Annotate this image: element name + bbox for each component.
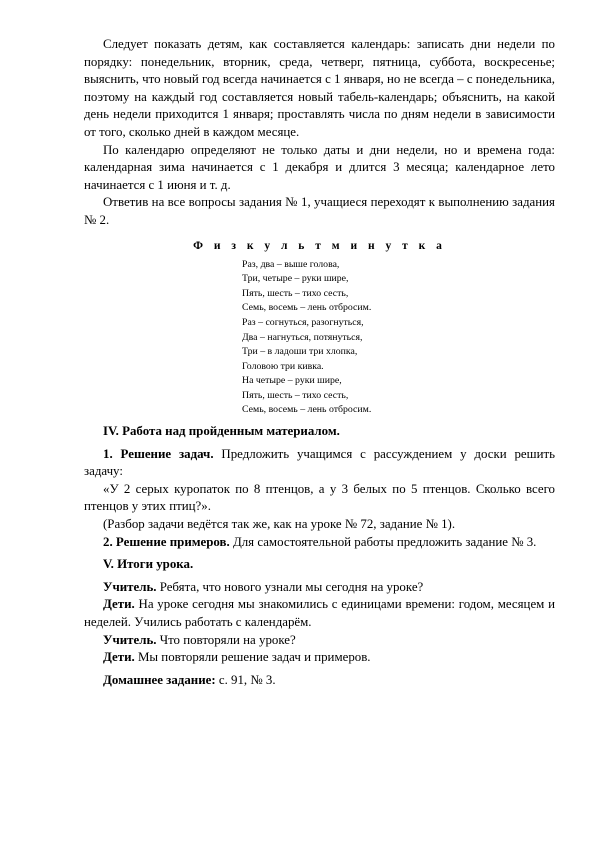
item2-text: Для самостоятельной работы предложить задание № 3.: [229, 534, 537, 549]
section4-item2: [84, 534, 555, 552]
dialog-line-3: [84, 632, 555, 650]
section4-heading: IV. Работа над пройденным материалом.: [103, 424, 340, 439]
section5-heading: V. Итоги урока.: [103, 557, 194, 572]
poem-line: Пять, шесть – тихо сесть,: [242, 389, 349, 401]
poem-line: Раз – согнуться, разогнуться,: [242, 316, 364, 328]
item2-label: 2. Решение примеров.: [103, 534, 230, 549]
section4-item1: [84, 446, 555, 481]
poem-line: Семь, восемь – лень отбросим.: [242, 302, 372, 314]
dialog-text: Что повторяли на уроке?: [156, 632, 296, 647]
poem-line: Пять, шесть – тихо сесть,: [242, 287, 349, 299]
dialog-line-2: [84, 596, 555, 631]
homework-text: с. 91, № 3.: [215, 672, 276, 687]
document-page: [84, 36, 555, 689]
dialog-text: Мы повторяли решение задач и примеров.: [134, 650, 371, 665]
poem-line: На четыре – руки шире,: [242, 375, 342, 387]
item1-label: 1. Решение задач.: [103, 446, 214, 461]
fizminutka-poem: [242, 258, 555, 419]
speaker-teacher: Учитель.: [103, 579, 157, 594]
speaker-children: Дети.: [103, 597, 135, 612]
task-note: (Разбор задачи ведётся так же, как на уроке № 72, задание № 1).: [103, 517, 456, 532]
fizminutka-title: Ф и з к у л ь т м и н у т к а: [193, 239, 446, 252]
item1-text: Предложить учащимся с рассуждением у доски решить задачу:: [84, 446, 555, 479]
dialog-line-4: [84, 649, 555, 667]
homework-label: Домашнее задание:: [103, 672, 216, 687]
speaker-teacher: Учитель.: [103, 632, 157, 647]
poem-line: Головою три кивка.: [242, 360, 324, 372]
poem-line: Три – в ладоши три хлопка,: [242, 346, 358, 358]
poem-line: Три, четыре – руки шире,: [242, 273, 349, 285]
paragraph-task2: Ответив на все вопросы задания № 1, учащиеся переходят к выполнению задания № 2.: [84, 195, 555, 227]
paragraph-calendar: Следует показать детям, как составляется календарь: записать дни недели по порядку: понедельник, вторник, среда, четверг, пятница, суббота, воскресенье; выяснить, что новый год всегда начинается с 1 января, но не всегда – с понедельника, поэтому на каждый год составляется новый табель-календарь; объяснить, на какой день недели приходится 1 января; проставлять числа по дням недели в зависимости от того, сколько дней в каждом месяце.: [84, 37, 555, 139]
dialog-line-1: [84, 579, 555, 597]
poem-line: Два – нагнуться, потянуться,: [242, 331, 363, 343]
dialog-text: На уроке сегодня мы знакомились с единицами времени: годом, месяцем и неделей. Учились работать с календарём.: [84, 597, 555, 629]
speaker-children: Дети.: [103, 650, 135, 665]
task-text: «У 2 серых куропаток по 8 птенцов, а у 3 белых по 5 птенцов. Сколько всего птенцов у этих птиц?».: [84, 481, 555, 514]
poem-line: Раз, два – выше голова,: [242, 258, 340, 270]
homework: [84, 672, 555, 690]
dialog-text: Ребята, что нового узнали мы сегодня на уроке?: [156, 579, 424, 594]
paragraph-seasons: По календарю определяют не только даты и дни недели, но и времена года: календарная зима начинается с 1 декабря и длится 3 месяца; календарное лето начинается с 1 июня и т. д.: [84, 142, 555, 192]
poem-line: Семь, восемь – лень отбросим.: [242, 404, 372, 416]
